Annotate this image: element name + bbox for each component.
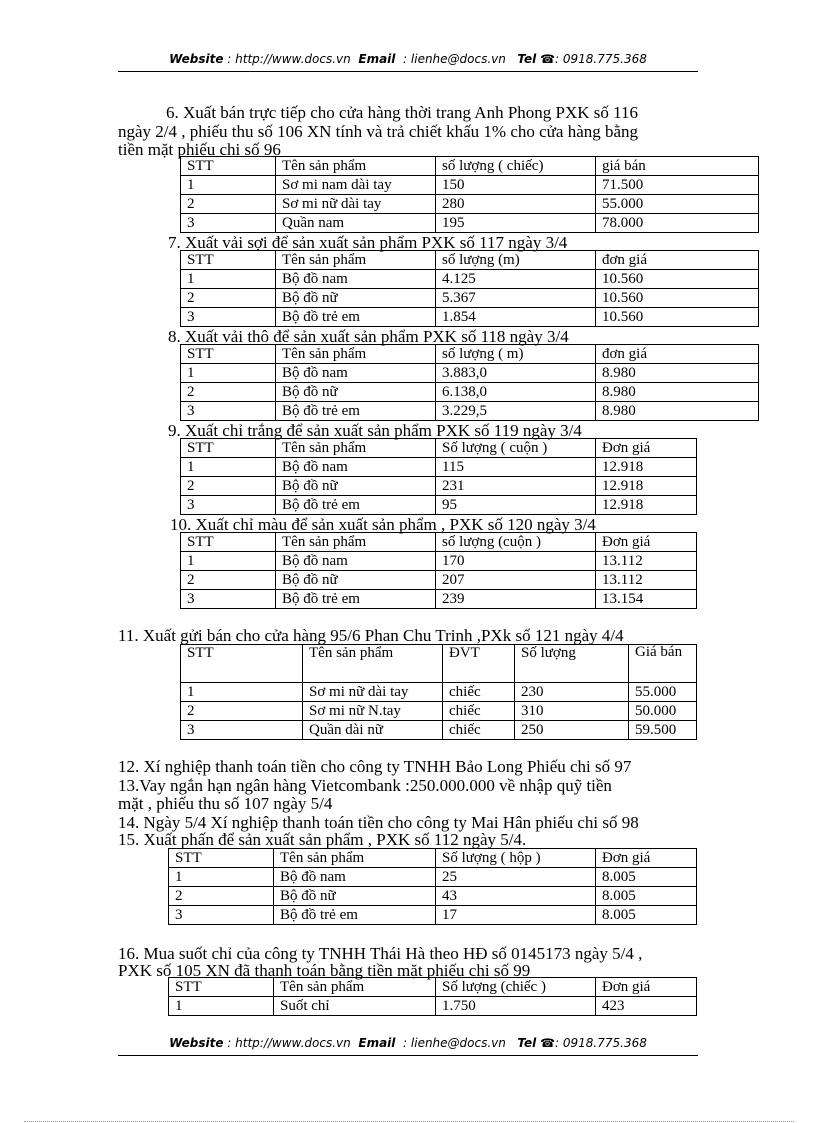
table-cell: 3.229,5 bbox=[436, 402, 596, 421]
table-cell: 1 bbox=[181, 270, 276, 289]
phone-icon: ☎ bbox=[540, 1036, 556, 1050]
header-cell: Số lượng ( hộp ) bbox=[436, 849, 596, 868]
table-header-row bbox=[181, 439, 697, 458]
table-cell: 3 bbox=[181, 402, 276, 421]
s11-table bbox=[180, 644, 697, 740]
table-cell: Bộ đồ trẻ em bbox=[276, 496, 436, 515]
table-cell: 1.854 bbox=[436, 308, 596, 327]
table-cell: Bộ đồ trẻ em bbox=[276, 590, 436, 609]
table-cell: 8.005 bbox=[596, 906, 697, 925]
table-row bbox=[181, 270, 759, 289]
footer-rule bbox=[118, 1055, 698, 1056]
table-cell: 10.560 bbox=[596, 270, 759, 289]
s13-line-1: 13.Vay ngắn hạn ngân hàng Vietcombank :250.000.000 về nhập quỹ tiền bbox=[118, 776, 612, 795]
s10-title: 10. Xuất chỉ màu để sản xuất sản phẩm , PXK số 120 ngày 3/4 bbox=[170, 515, 596, 534]
table-row bbox=[181, 590, 697, 609]
s14-line: 14. Ngày 5/4 Xí nghiệp thanh toán tiền cho công ty Mai Hân phiếu chi số 98 bbox=[118, 813, 639, 832]
header-cell: Giá bán bbox=[629, 645, 697, 683]
website-url[interactable]: : http://www.docs.vn bbox=[227, 52, 351, 66]
table-cell: 3 bbox=[181, 721, 303, 740]
table-row bbox=[181, 496, 697, 515]
table-cell: 2 bbox=[169, 887, 274, 906]
table-cell: 1 bbox=[169, 997, 274, 1016]
table-cell: 12.918 bbox=[596, 477, 697, 496]
table-cell: 1.750 bbox=[436, 997, 596, 1016]
table-cell: 1 bbox=[169, 868, 274, 887]
table-cell: 3 bbox=[181, 214, 276, 233]
header-cell: STT bbox=[181, 251, 276, 270]
table-row bbox=[181, 702, 697, 721]
header-rule bbox=[118, 71, 698, 72]
table-cell: 423 bbox=[596, 997, 697, 1016]
page-footer bbox=[118, 1036, 698, 1050]
table-cell: 280 bbox=[436, 195, 596, 214]
header-cell: ĐVT bbox=[443, 645, 515, 683]
table-cell: Bộ đồ trẻ em bbox=[274, 906, 436, 925]
tel-number: : 0918.775.368 bbox=[555, 1036, 647, 1050]
header-cell: Đơn giá bbox=[596, 849, 697, 868]
table-cell: Bộ đồ nam bbox=[276, 458, 436, 477]
website-label: Website bbox=[169, 1036, 224, 1050]
s12-line: 12. Xí nghiệp thanh toán tiền cho công ty TNHH Bảo Long Phiếu chi số 97 bbox=[118, 757, 632, 776]
header-cell: số lượng (cuộn ) bbox=[436, 533, 596, 552]
email-address[interactable]: : lienhe@docs.vn bbox=[403, 52, 506, 66]
s7-title: 7. Xuất vải sợi để sản xuất sản phẩm PXK số 117 ngày 3/4 bbox=[168, 233, 568, 252]
table-row bbox=[169, 868, 697, 887]
s13-line-2: mặt , phiếu thu số 107 ngày 5/4 bbox=[118, 794, 333, 813]
table-cell: 13.154 bbox=[596, 590, 697, 609]
email-address[interactable]: : lienhe@docs.vn bbox=[403, 1036, 506, 1050]
page-bottom-border bbox=[24, 1121, 794, 1122]
s9-title: 9. Xuất chỉ trắng để sản xuất sản phẩm PXK số 119 ngày 3/4 bbox=[168, 421, 582, 440]
table-row bbox=[169, 906, 697, 925]
table-row bbox=[181, 383, 759, 402]
table-cell: 1 bbox=[181, 683, 303, 702]
s16-line-2: PXK số 105 XN đã thanh toán bằng tiền mặt phiếu chi số 99 bbox=[118, 961, 531, 980]
table-cell: 3 bbox=[181, 496, 276, 515]
table-cell: 230 bbox=[515, 683, 629, 702]
table-row bbox=[181, 683, 697, 702]
table-cell: 8.005 bbox=[596, 887, 697, 906]
header-cell: Tên sản phẩm bbox=[276, 157, 436, 176]
table-cell: 8.980 bbox=[596, 402, 759, 421]
table-cell: Sơ mi nam dài tay bbox=[276, 176, 436, 195]
header-cell: số lượng (m) bbox=[436, 251, 596, 270]
header-cell: STT bbox=[181, 345, 276, 364]
table-cell: 12.918 bbox=[596, 496, 697, 515]
header-cell: Số lượng ( cuộn ) bbox=[436, 439, 596, 458]
header-cell: Số lượng bbox=[515, 645, 629, 683]
table-cell: 239 bbox=[436, 590, 596, 609]
table-cell: 1 bbox=[181, 364, 276, 383]
table-cell: Bộ đồ nữ bbox=[276, 383, 436, 402]
header-cell: Đơn giá bbox=[596, 533, 697, 552]
table-cell: Bộ đồ nam bbox=[274, 868, 436, 887]
s15-title: 15. Xuất phấn để sản xuất sản phẩm , PXK số 112 ngày 5/4. bbox=[118, 830, 527, 849]
header-cell: STT bbox=[181, 439, 276, 458]
header-cell: STT bbox=[169, 849, 274, 868]
table-cell: 2 bbox=[181, 702, 303, 721]
table-cell: 17 bbox=[436, 906, 596, 925]
table-cell: 43 bbox=[436, 887, 596, 906]
table-cell: 13.112 bbox=[596, 571, 697, 590]
table-row bbox=[181, 364, 759, 383]
s16-line-1: 16. Mua suốt chỉ của công ty TNHH Thái Hà theo HĐ số 0145173 ngày 5/4 , bbox=[118, 944, 643, 963]
table-cell: 13.112 bbox=[596, 552, 697, 571]
table-cell: Bộ đồ nam bbox=[276, 364, 436, 383]
table-row bbox=[169, 887, 697, 906]
table-cell: Bộ đồ nam bbox=[276, 552, 436, 571]
header-cell: Tên sản phẩm bbox=[274, 849, 436, 868]
website-label: Website bbox=[169, 52, 224, 66]
table-header-row bbox=[181, 645, 697, 683]
table-cell: 2 bbox=[181, 195, 276, 214]
table-row bbox=[181, 308, 759, 327]
table-cell: 1 bbox=[181, 552, 276, 571]
table-cell: 2 bbox=[181, 289, 276, 308]
table-cell: Bộ đồ nữ bbox=[276, 477, 436, 496]
table-header-row bbox=[169, 849, 697, 868]
table-cell: 10.560 bbox=[596, 308, 759, 327]
table-cell: 195 bbox=[436, 214, 596, 233]
table-row bbox=[181, 477, 697, 496]
table-cell: 310 bbox=[515, 702, 629, 721]
email-label: Email bbox=[358, 1036, 396, 1050]
table-cell: 3.883,0 bbox=[436, 364, 596, 383]
table-cell: chiếc bbox=[443, 702, 515, 721]
header-cell: số lượng ( chiếc) bbox=[436, 157, 596, 176]
header-cell: STT bbox=[181, 645, 303, 683]
table-row bbox=[181, 458, 697, 477]
table-cell: chiếc bbox=[443, 683, 515, 702]
header-cell: Tên sản phẩm bbox=[276, 251, 436, 270]
table-cell: 3 bbox=[181, 590, 276, 609]
table-cell: Quần dài nữ bbox=[303, 721, 443, 740]
header-cell: STT bbox=[169, 978, 274, 997]
table-cell: Sơ mi nữ dài tay bbox=[276, 195, 436, 214]
header-cell: STT bbox=[181, 533, 276, 552]
table-row bbox=[181, 571, 697, 590]
header-cell: Tên sản phẩm bbox=[274, 978, 436, 997]
table-cell: 5.367 bbox=[436, 289, 596, 308]
table-row bbox=[181, 214, 759, 233]
table-cell: 78.000 bbox=[596, 214, 759, 233]
header-cell: Tên sản phẩm bbox=[276, 533, 436, 552]
table-cell: 25 bbox=[436, 868, 596, 887]
table-cell: 8.005 bbox=[596, 868, 697, 887]
table-cell: Bộ đồ nữ bbox=[274, 887, 436, 906]
table-cell: 50.000 bbox=[629, 702, 697, 721]
tel-label: Tel bbox=[517, 52, 537, 66]
s11-title: 11. Xuất gửi bán cho cửa hàng 95/6 Phan Chu Trinh ,PXk số 121 ngày 4/4 bbox=[118, 626, 624, 645]
email-label: Email bbox=[358, 52, 396, 66]
s7-table bbox=[180, 250, 759, 327]
table-row bbox=[181, 402, 759, 421]
table-cell: 8.980 bbox=[596, 383, 759, 402]
s6-table bbox=[180, 156, 759, 233]
s8-table bbox=[180, 344, 759, 421]
table-cell: 1 bbox=[181, 176, 276, 195]
table-cell: 1 bbox=[181, 458, 276, 477]
table-cell: Bộ đồ trẻ em bbox=[276, 402, 436, 421]
table-cell: 59.500 bbox=[629, 721, 697, 740]
table-row bbox=[181, 195, 759, 214]
header-cell: Số lượng (chiếc ) bbox=[436, 978, 596, 997]
website-url[interactable]: : http://www.docs.vn bbox=[227, 1036, 351, 1050]
table-cell: 115 bbox=[436, 458, 596, 477]
table-row bbox=[181, 552, 697, 571]
table-cell: Bộ đồ trẻ em bbox=[276, 308, 436, 327]
table-row bbox=[181, 289, 759, 308]
table-cell: 6.138,0 bbox=[436, 383, 596, 402]
header-cell: số lượng ( m) bbox=[436, 345, 596, 364]
table-cell: 3 bbox=[181, 308, 276, 327]
table-cell: 170 bbox=[436, 552, 596, 571]
tel-label: Tel bbox=[517, 1036, 537, 1050]
table-cell: 207 bbox=[436, 571, 596, 590]
table-cell: Sơ mi nữ N.tay bbox=[303, 702, 443, 721]
header-cell: Tên sản phẩm bbox=[276, 345, 436, 364]
tel-number: : 0918.775.368 bbox=[555, 52, 647, 66]
table-header-row bbox=[181, 533, 697, 552]
table-cell: 10.560 bbox=[596, 289, 759, 308]
table-cell: 4.125 bbox=[436, 270, 596, 289]
table-cell: Suốt chỉ bbox=[274, 997, 436, 1016]
table-cell: Bộ đồ nam bbox=[276, 270, 436, 289]
header-cell: STT bbox=[181, 157, 276, 176]
table-cell: Quần nam bbox=[276, 214, 436, 233]
s16-table bbox=[168, 977, 697, 1016]
s6-line-3: tiền mặt phiếu chi số 96 bbox=[118, 140, 281, 159]
table-row bbox=[169, 997, 697, 1016]
s10-table bbox=[180, 532, 697, 609]
table-cell: Bộ đồ nữ bbox=[276, 571, 436, 590]
table-cell: 3 bbox=[169, 906, 274, 925]
header-cell: Đơn giá bbox=[596, 978, 697, 997]
table-cell: 150 bbox=[436, 176, 596, 195]
header-cell: đơn giá bbox=[596, 345, 759, 364]
table-header-row bbox=[181, 157, 759, 176]
phone-icon: ☎ bbox=[540, 52, 556, 66]
table-cell: Sơ mi nữ dài tay bbox=[303, 683, 443, 702]
table-cell: 2 bbox=[181, 477, 276, 496]
table-cell: 2 bbox=[181, 571, 276, 590]
header-cell: Đơn giá bbox=[596, 439, 697, 458]
table-cell: 2 bbox=[181, 383, 276, 402]
table-cell: chiếc bbox=[443, 721, 515, 740]
table-cell: 55.000 bbox=[629, 683, 697, 702]
table-cell: 8.980 bbox=[596, 364, 759, 383]
table-cell: 55.000 bbox=[596, 195, 759, 214]
header-cell: đơn giá bbox=[596, 251, 759, 270]
s6-line-1: 6. Xuất bán trực tiếp cho cửa hàng thời trang Anh Phong PXK số 116 bbox=[166, 103, 639, 122]
table-cell: 71.500 bbox=[596, 176, 759, 195]
s15-table bbox=[168, 848, 697, 925]
page-header bbox=[118, 52, 698, 66]
header-cell: Tên sản phẩm bbox=[303, 645, 443, 683]
header-cell: Tên sản phẩm bbox=[276, 439, 436, 458]
table-cell: 95 bbox=[436, 496, 596, 515]
table-cell: 250 bbox=[515, 721, 629, 740]
table-header-row bbox=[181, 251, 759, 270]
table-header-row bbox=[169, 978, 697, 997]
table-row bbox=[181, 721, 697, 740]
s6-line-2: ngày 2/4 , phiếu thu số 106 XN tính và trả chiết khấu 1% cho cửa hàng bằng bbox=[118, 122, 639, 141]
table-cell: 231 bbox=[436, 477, 596, 496]
header-cell: giá bán bbox=[596, 157, 759, 176]
s9-table bbox=[180, 438, 697, 515]
table-row bbox=[181, 176, 759, 195]
s8-title: 8. Xuất vải thô để sản xuất sản phẩm PXK số 118 ngày 3/4 bbox=[168, 327, 569, 346]
table-cell: 12.918 bbox=[596, 458, 697, 477]
table-header-row bbox=[181, 345, 759, 364]
table-cell: Bộ đồ nữ bbox=[276, 289, 436, 308]
